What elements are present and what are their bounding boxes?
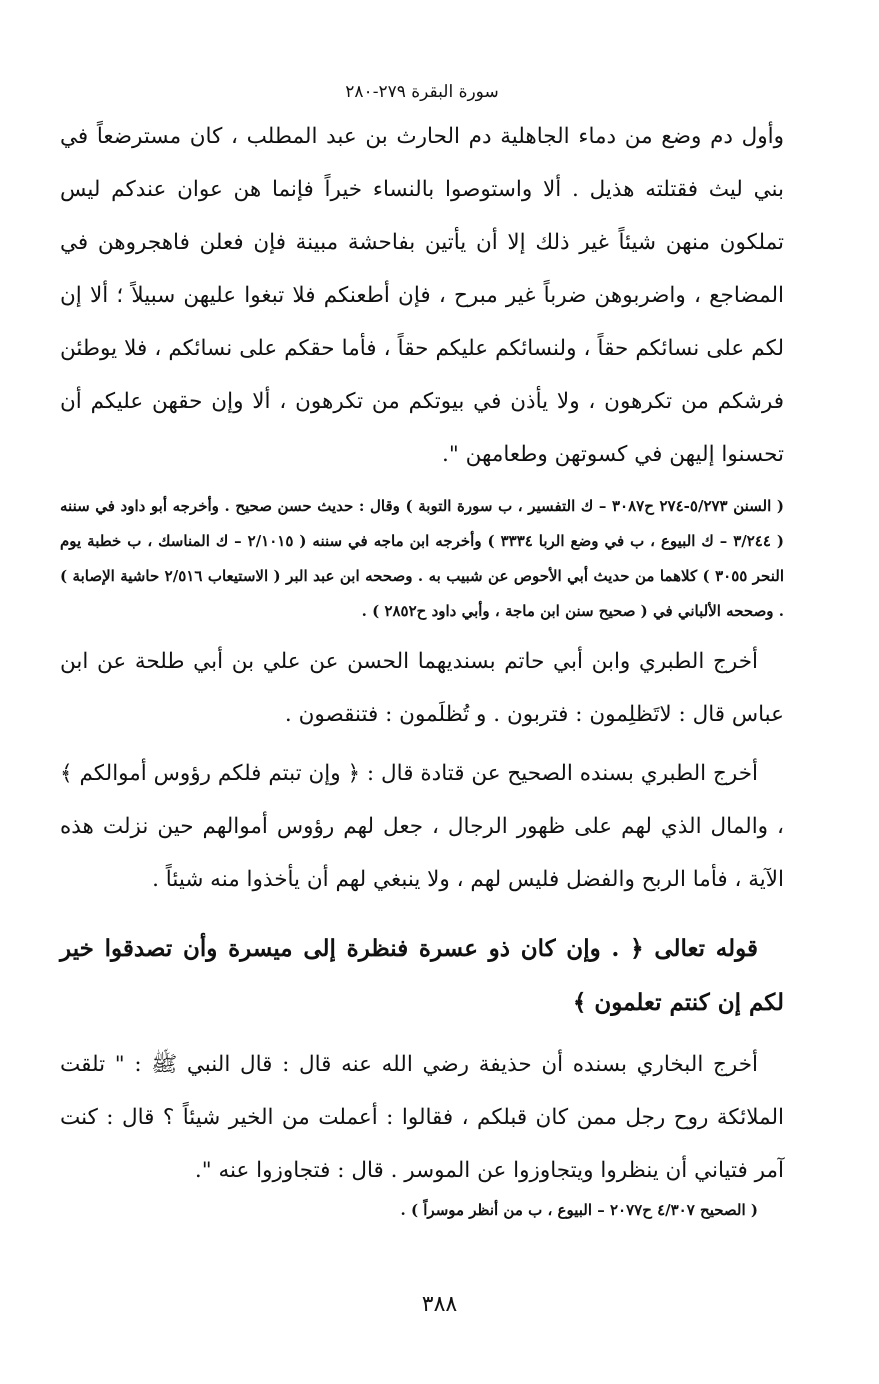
tafsir-paragraph-qatada: أخرج الطبري بسنده الصحيح عن قتادة قال : ﴿ وإن تبتم فلكم رؤوس أموالكم ﴾ ، والمال الذي لهم على ظهور الرجال ، جعل لهم رؤوس أموالهم حين نزلت هذه الآية ، فأما الربح والفضل فليس لهم ، ولا ينبغي لهم أن يأخذوا منه شيئاً . — [60, 761, 784, 892]
verse-heading: قوله تعالى ﴿ . وإن كان ذو عسرة فنظرة إلى ميسرة وأن تصدقوا خير لكم إن كنتم تعلمون ﴾ — [60, 935, 784, 1016]
page-number: ٣٨٨ — [421, 1292, 458, 1317]
tafsir-paragraph-tabari-ibn-abi-hatim: أخرج الطبري وابن أبي حاتم بسنديهما الحسن عن علي بن أبي طلحة عن ابن عباس قال : لاتَظلِمون : فتربون . و تُظلَمون : فتنقصون . — [60, 649, 784, 727]
hadith-paragraph: وأول دم وضع من دماء الجاهلية دم الحارث بن عبد المطلب ، كان مسترضعاً في بني ليث فقتلته هذيل . ألا واستوصوا بالنساء خيراً فإنما هن عوان عندكم ليس تملكون منهن شيئاً غير ذلك إلا أن يأتين بفاحشة مبينة فإن فعلن فاهجروهن في المضاجع ، واضربوهن ضرباً غير مبرح ، فإن أطعنكم فلا تبغوا عليهن سبيلاً ؛ ألا إن لكم على نسائكم حقاً ، ولنسائكم عليكم حقاً ، فأما حقكم على نسائكم ، فلا يوطئن فرشكم من تكرهون ، ولا يأذن في بيوتكم من تكرهون ، ألا وإن حقهن عليكم أن تحسنوا إليهن في كسوتهن وطعامهن ". — [60, 124, 784, 467]
page-body — [60, 82, 784, 1223]
source-reference: ( السنن ٥/٢٧٣-٢٧٤ ح٣٠٨٧ – ك التفسير ، ب سورة التوبة ) وقال : حديث حسن صحيح . وأخرجه أبو داود في سننه ( ٣/٢٤٤ – ك البيوع ، ب في وضع الربا ٣٣٣٤ ) وأخرجه ابن ماجه في سننه ( ٢/١٠١٥ – ك المناسك ، ب خطبة يوم النحر ٣٠٥٥ ) كلاهما من حديث أبي الأحوص عن شبيب به . وصححه ابن عبد البر ( الاستيعاب ٢/٥١٦ حاشية الإصابة ) . وصححه الألباني في ( صحيح سنن ابن ماجة ، وأبي داود ح٢٨٥٢ ) . — [60, 497, 784, 620]
running-head: سورة البقرة ٢٧٩-٢٨٠ — [345, 82, 499, 102]
source-reference-bukhari: ( الصحيح ٤/٣٠٧ ح٢٠٧٧ – البيوع ، ب من أنظر موسراً ) . — [400, 1201, 758, 1219]
bukhari-hadith-paragraph: أخرج البخاري بسنده أن حذيفة رضي الله عنه قال : قال النبي ﷺ : " تلقت الملائكة روح رجل ممن كان قبلكم ، فقالوا : أعملت من الخير شيئاً ؟ قال : كنت آمر فتياني أن ينظروا ويتجاوزوا عن الموسر . قال : فتجاوزوا عنه ". — [60, 1052, 784, 1183]
